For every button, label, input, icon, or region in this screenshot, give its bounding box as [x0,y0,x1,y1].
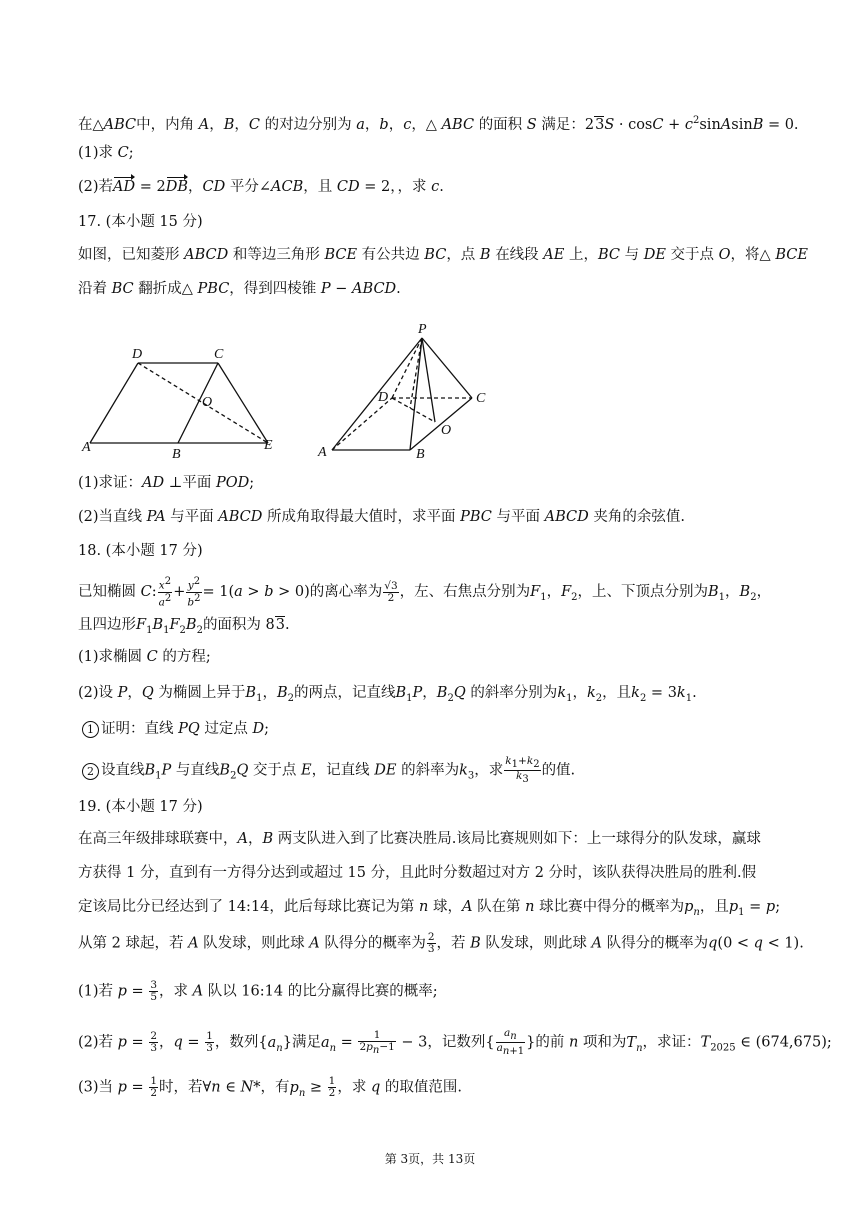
q17-part2: (2)当直线 PA 与平面 ABCD 所成角取得最大值时，求平面 PBC 与平面 ABCD 夹角的余弦值. [78,509,685,525]
q19-part3: (3)当 p = $\frac{1}{2}$ 时，若∀n ∈ N*，有$p_n$ ≥ $\frac{1}{2}$ ，求 q 的取值范围. [78,1075,462,1099]
q19-header: 19. (本小题 17 分) [78,799,203,815]
q19-line2: 方获得 1 分，直到有一方得分达到或超过 15 分，且此时分数超过对方 2 分时，该队获得决胜局的胜利.假 [78,865,757,881]
q18-sub1: 1 证明：直线 PQ 过定点 D; [82,718,800,740]
q17-part1: (1)求证：AD ⊥平面 POD; [78,475,255,491]
left-label-D: D [132,347,143,362]
q19-line1: 在高三年级排球联赛中，A，B 两支队进入到了比赛决胜局.该局比赛规则如下：上一球得分的队发球，赢球 [78,831,761,847]
left-label-B: B [172,447,181,462]
q18-header: 18. (本小题 17 分) [78,543,203,559]
q17-stem-line1: 如图，已知菱形 ABCD 和等边三角形 BCE 有公共边 BC，点 B 在线段 AE 上，BC 与 DE 交于点 O，将△ BCE [78,247,808,263]
q16-stem: 在△ABC中，内角 A，B，C 的对边分别为 a，b，c，△ ABC 的面积 S 满足：$23S \cdot \cos C + c^2sinAsinB = 0$. [78,115,799,133]
q17-stem-line2: 沿着 BC 翻折成△ PBC，得到四棱锥 P − ABCD. [78,281,401,297]
q19-line4: 从第 2 球起，若 A 队发球，则此球 A 队得分的概率为 $\frac{2}{3}$ ，若 B 队发球，则此球 A 队得分的概率为q(0 < q < 1). [78,931,804,955]
q18-part2: (2)设 P，Q 为椭圆上异于$B_1$，$B_2$的两点，记直线$B_1P$，$B_2Q$ 的斜率分别为$k_1$，$k_2$，且$k_2 = 3k_1$. [78,685,697,704]
left-label-A: A [82,440,91,455]
right-label-A: A [318,445,327,460]
left-label-O: O [202,395,213,410]
right-label-O: O [441,423,452,438]
right-label-P: P [418,322,427,337]
page-footer: 第 3页，共 13页 [384,1152,476,1166]
q18-part1: (1)求椭圆 C 的方程; [78,649,211,665]
q16-part2: (2)若AD = 2DB，CD 平分∠ACB，且 CD = 2，，求 c. [78,176,800,198]
left-label-C: C [214,347,224,362]
q16-part1: (1)求 C; [78,145,134,161]
q17-figures [80,318,500,466]
q18-stem: 已知椭圆 C: $\frac{x^2}{a^2}$ + $\frac{y^2}{b^2}$ = 1(a > b > 0)的离心率为 $\frac{√3}{2}$ ，左、右焦点分别为$F_1$，$F_2$，上、下顶点分别为$B_1$，$B_2$， [78,576,772,608]
q18-stem-line2: 且四边形$F_1B_1F_2B_2$的面积为 83. [78,617,290,636]
right-label-B: B [416,447,425,462]
q17-header: 17. (本小题 15 分) [78,214,203,230]
q19-part2: (2)若 p = $\frac{2}{3}$ ，q = $\frac{1}{3}$ ，数列$\{a_n\}$满足$a_n$ = $\frac{1}{2p_n-1}$ − 3，记数列{ $\frac{a_n}{a_{n+1}}$ }的前 n 项和为$T_n$，求证：$T_{2025}$ ∈ (674,675); [78,1027,832,1058]
rhombus-triangle-figure [90,363,268,443]
right-label-C: C [476,391,486,406]
q19-part1: (1)若 p = $\frac{3}{5}$ ，求 A 队以 16:14 的比分赢得比赛的概率; [78,979,438,1003]
q19-line3: 定该局比分已经达到了 14:14，此后每球比赛记为第 n 球，A 队在第 n 球比赛中得分的概率为$p_n$，且$p_1 = p$; [78,899,781,918]
q18-sub2: 2 设直线$B_1P$ 与直线$B_2Q$ 交于点 E，记直线 DE 的斜率为$k_3$，求 $\frac{k_1+k_2}{k_3}$ 的值. [82,756,800,787]
left-label-E: E [264,438,273,453]
right-label-D: D [378,390,389,405]
